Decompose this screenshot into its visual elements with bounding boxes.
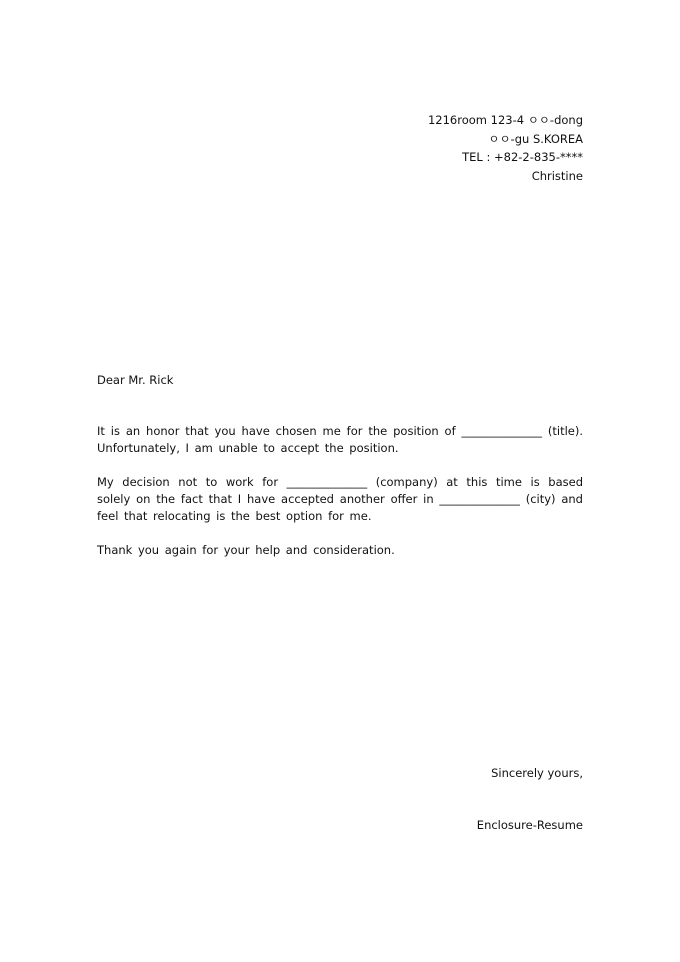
address-line-2: ㅇㅇ-gu S.KOREA (488, 131, 583, 146)
phone-line: TEL : +82-2-835-**** (462, 150, 583, 164)
sender-address-block (428, 111, 583, 185)
closing: Sincerely yours, (491, 766, 583, 780)
salutation: Dear Mr. Rick (97, 373, 174, 387)
paragraph-2: My decision not to work for ______________ (company) at this time is based solely on the fact that I have accepted another offer in ______________ (city) and feel that relocating is the best option for me. (97, 475, 583, 523)
enclosure-note: Enclosure-Resume (476, 818, 583, 832)
sender-name: Christine (531, 168, 583, 183)
paragraph-1: It is an honor that you have chosen me for the position of ______________ (title). Unfortunately, I am unable to accept the position. (97, 424, 583, 455)
paragraph-3: Thank you again for your help and consideration. (97, 543, 395, 557)
address-line-1: 1216room 123-4 ㅇㅇ-dong (427, 113, 583, 127)
